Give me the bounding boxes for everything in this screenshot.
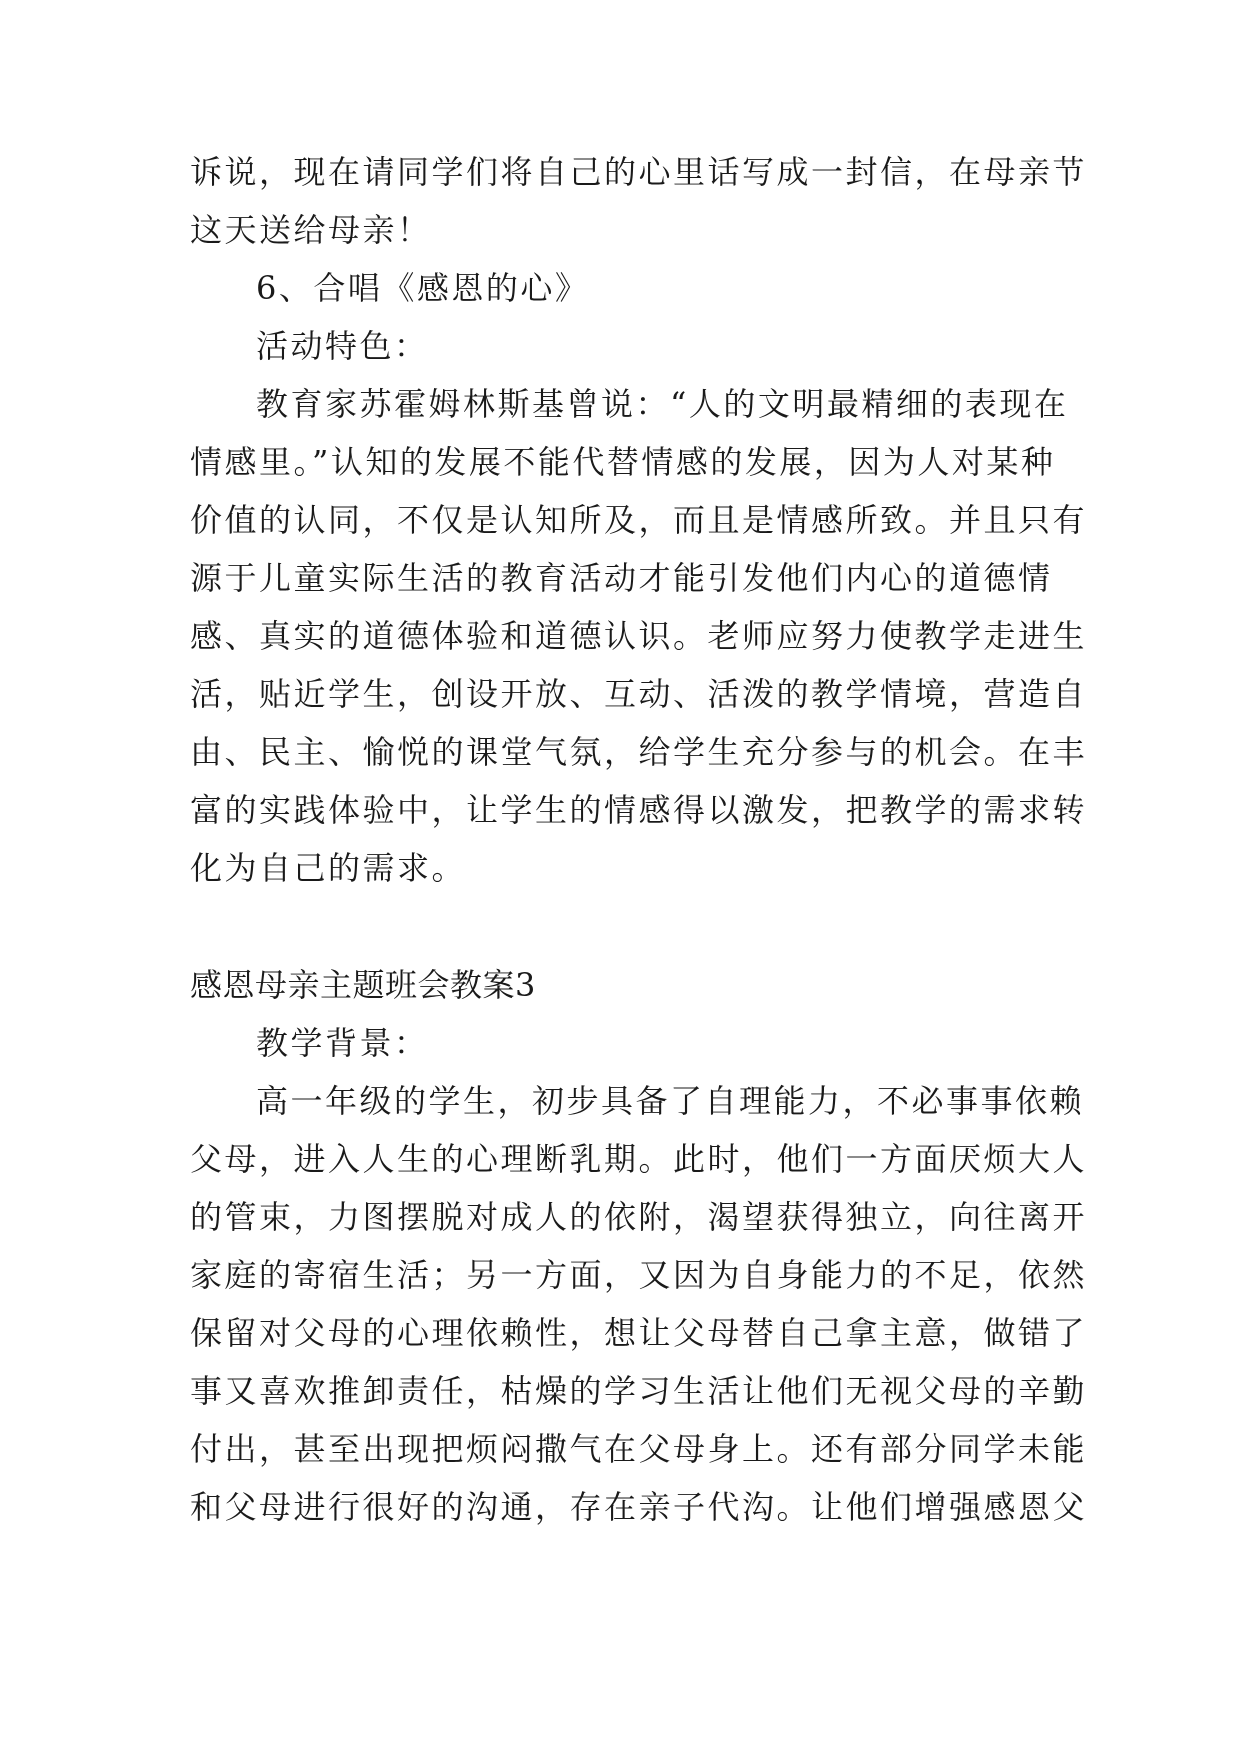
section-item: 6、合唱《感恩的心》 <box>256 269 590 307</box>
paragraph-line: 价值的认同，不仅是认知所及，而且是情感所致。并且只有 <box>190 501 1088 539</box>
section-label: 教学背景： <box>256 1024 429 1062</box>
paragraph-line: 情感里。”认知的发展不能代替情感的发展，因为人对某种 <box>190 443 1056 481</box>
paragraph-line: 事又喜欢推卸责任，枯燥的学习生活让他们无视父母的辛勤 <box>190 1372 1088 1410</box>
section-heading: 感恩母亲主题班会教案3 <box>190 966 536 1004</box>
paragraph-line: 化为自己的需求。 <box>190 849 467 887</box>
paragraph-line: 这天送给母亲！ <box>190 211 432 249</box>
paragraph-line: 活，贴近学生，创设开放、互动、活泼的教学情境，营造自 <box>190 675 1088 713</box>
paragraph-line: 教育家苏霍姆林斯基曾说：“人的文明最精细的表现在 <box>256 385 1069 423</box>
paragraph-line: 和父母进行很好的沟通，存在亲子代沟。让他们增强感恩父 <box>190 1488 1088 1526</box>
paragraph-line: 高一年级的学生，初步具备了自理能力，不必事事依赖 <box>256 1082 1085 1120</box>
paragraph-line: 富的实践体验中，让学生的情感得以激发，把教学的需求转 <box>190 791 1088 829</box>
paragraph-line: 感、真实的道德体验和道德认识。老师应努力使教学走进生 <box>190 617 1088 655</box>
paragraph-line: 源于儿童实际生活的教育活动才能引发他们内心的道德情 <box>190 559 1053 597</box>
paragraph-line: 诉说，现在请同学们将自己的心里话写成一封信，在母亲节 <box>190 153 1088 191</box>
paragraph-line: 付出，甚至出现把烦闷撒气在父母身上。还有部分同学未能 <box>190 1430 1088 1468</box>
paragraph-line: 由、民主、愉悦的课堂气氛，给学生充分参与的机会。在丰 <box>190 733 1088 771</box>
section-label: 活动特色： <box>256 327 429 365</box>
paragraph-line: 的管束，力图摆脱对成人的依附，渴望获得独立，向往离开 <box>190 1198 1088 1236</box>
paragraph-line: 父母，进入人生的心理断乳期。此时，他们一方面厌烦大人 <box>190 1140 1088 1178</box>
paragraph-line: 家庭的寄宿生活；另一方面，又因为自身能力的不足，依然 <box>190 1256 1088 1294</box>
paragraph-line: 保留对父母的心理依赖性，想让父母替自己拿主意，做错了 <box>190 1314 1088 1352</box>
